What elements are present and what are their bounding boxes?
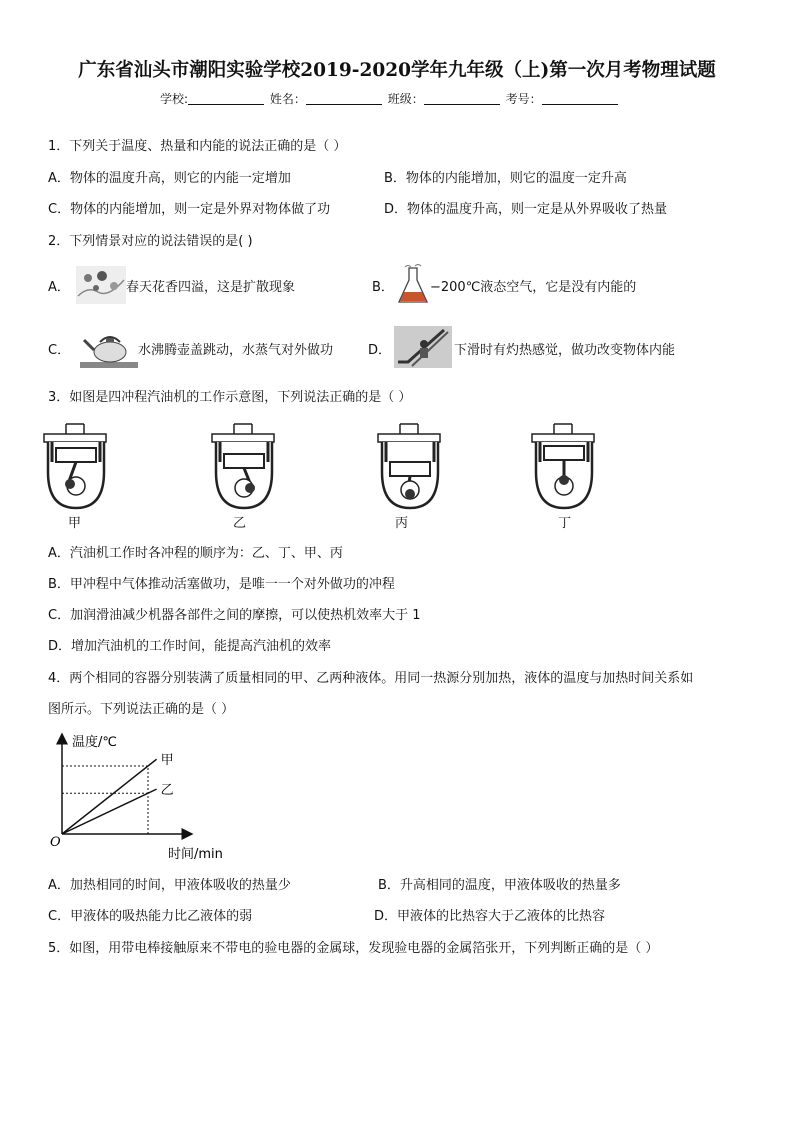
flask-picture (396, 264, 430, 306)
engine-label-ding: 丁 (558, 516, 572, 531)
q3-option-a: A．汽油机工作时各冲程的顺序为：乙、丁、甲、丙 (48, 546, 343, 561)
engine-label-yi: 乙 (233, 516, 247, 531)
q2-option-a-text: 春天花香四溢，这是扩散现象 (126, 280, 296, 295)
q4-option-b: B．升高相同的温度，甲液体吸收的热量多 (378, 878, 621, 893)
origin-label: O (50, 835, 61, 850)
q3-option-b: B．甲冲程中气体推动活塞做功，是唯一一个对外做功的冲程 (48, 577, 395, 592)
x-axis-label: 时间/min (168, 847, 223, 860)
q2-option-b-text: −200℃液态空气，它是没有内能的 (430, 280, 637, 295)
engine-label-bing: 丙 (395, 516, 409, 531)
q1-option-d: D．物体的温度升高，则一定是从外界吸收了热量 (384, 202, 668, 217)
name-label: 姓名： (269, 92, 306, 106)
page-title: 广东省汕头市潮阳实验学校2019-2020学年九年级（上)第一次月考物理试题 (78, 60, 716, 81)
engine-diagram-bing (374, 422, 448, 512)
name-blank[interactable] (306, 91, 382, 105)
q4-option-c: C．甲液体的吸热能力比乙液体的弱 (48, 909, 253, 924)
q2-option-a-letter: A． (48, 280, 70, 295)
id-label: 考号： (505, 92, 542, 106)
series-label-1: 乙 (160, 783, 174, 799)
q5-stem: 5．如图，用带电棒接触原来不带电的验电器的金属球，发现验电器的金属箔张开，下列判断正确的是（ ） (48, 941, 659, 956)
q2-option-d-letter: D． (368, 343, 392, 358)
q2-stem: 2．下列情景对应的说法错误的是( ) (48, 234, 253, 249)
q1-option-a: A．物体的温度升高，则它的内能一定增加 (48, 171, 291, 186)
flower-picture (76, 266, 126, 304)
class-blank[interactable] (424, 91, 500, 105)
q4-option-d: D．甲液体的比热容大于乙液体的比热容 (374, 909, 606, 924)
engine-label-jia: 甲 (68, 516, 82, 531)
temperature-time-graph (44, 730, 244, 860)
q1-option-b: B．物体的内能增加，则它的温度一定升高 (384, 171, 627, 186)
q2-option-c-text: 水沸腾壶盖跳动，水蒸气对外做功 (138, 343, 334, 358)
q4-stem-line1: 4．两个相同的容器分别装满了质量相同的甲、乙两种液体。用同一热源分别加热，液体的温度与加热时间关系如 (48, 671, 694, 686)
engine-diagram-yi (208, 422, 282, 512)
school-label: 学校: (160, 92, 189, 106)
school-blank[interactable] (188, 91, 264, 105)
q3-option-c: C．加润滑油减少机器各部件之间的摩擦，可以使热机效率大于 1 (48, 608, 421, 623)
q2-option-c-letter: C． (48, 343, 71, 358)
student-info-line (160, 90, 620, 107)
slide-picture (394, 326, 452, 368)
engine-diagram-jia (40, 422, 114, 512)
series-label-0: 甲 (160, 753, 174, 769)
q2-option-b-letter: B． (372, 280, 394, 295)
q3-stem: 3．如图是四冲程汽油机的工作示意图，下列说法正确的是（ ） (48, 390, 412, 405)
q1-option-c: C．物体的内能增加，则一定是外界对物体做了功 (48, 202, 331, 217)
q1-stem: 1．下列关于温度、热量和内能的说法正确的是（ ） (48, 139, 347, 154)
kettle-picture (80, 326, 138, 368)
y-axis-label: 温度/℃ (72, 735, 117, 750)
q2-option-d-text: 下滑时有灼热感觉，做功改变物体内能 (454, 343, 676, 358)
q3-option-d: D．增加汽油机的工作时间，能提高汽油机的效率 (48, 639, 332, 654)
q4-option-a: A．加热相同的时间，甲液体吸收的热量少 (48, 878, 291, 893)
class-label: 班级： (387, 92, 424, 106)
q4-stem-line2: 图所示。下列说法正确的是（ ） (48, 702, 235, 717)
engine-diagram-ding (528, 422, 602, 512)
id-blank[interactable] (542, 91, 618, 105)
